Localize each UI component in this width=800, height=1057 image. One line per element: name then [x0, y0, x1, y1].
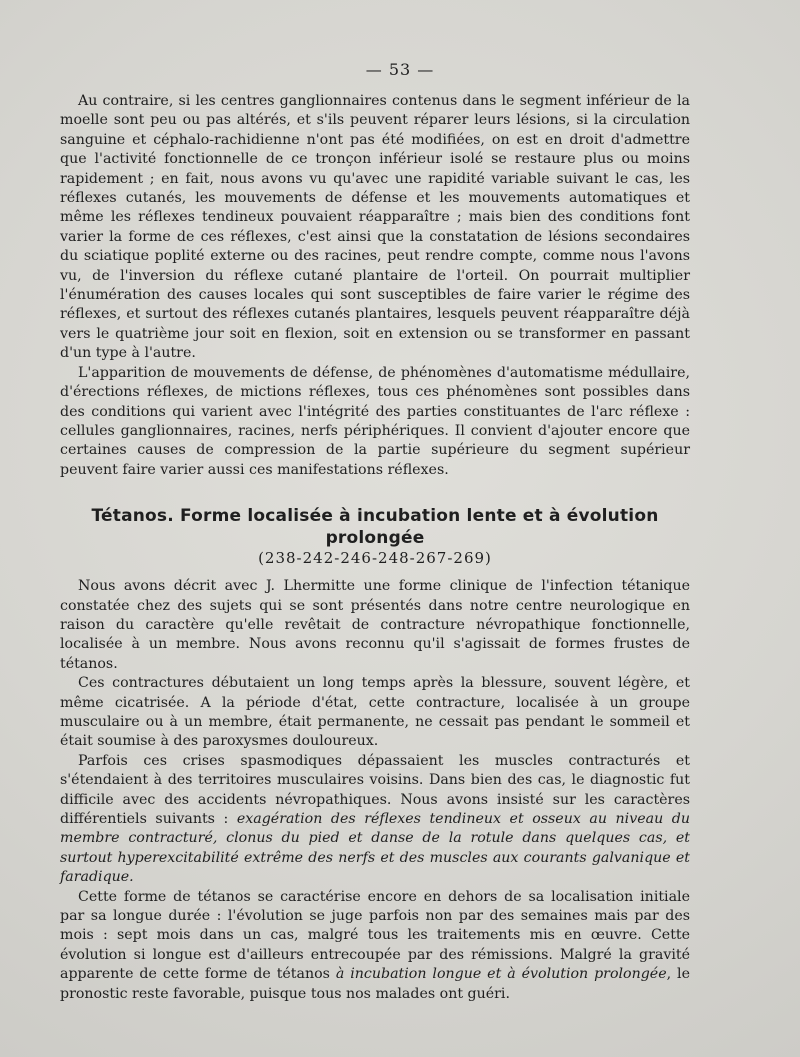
body-paragraph: Nous avons décrit avec J. Lhermitte une forme clinique de l'infection tétanique constatée chez des sujets qui se sont présentés dans notre centre neurologique en raison du caractère qu'elle revêtait de contracture névropathique fonctionnelle, localisée à un membre. Nous avons reconnu qu'il s'agissait de formes frustes de tétanos.	[60, 578, 690, 672]
section-title: Tétanos. Forme localisée à incubation lente et à évolution prolongée	[91, 506, 659, 549]
italic-text: exagération des réflexes tendineux et osseux au niveau du membre contracturé, clonus du pied et danse de la rotule dans quelques cas, et surtout hyperexcitabilité extrême des nerfs et des muscles aux courants galvanique et faradique.	[60, 811, 690, 886]
paragraph-text: Parfois ces crises spasmodiques dépassaient les muscles contracturés et s'étendaient à des territoires musculaires voisins. Dans bien des cas, le diagnostic fut difficile avec des accidents névropathiques. Nous avons insisté sur les caractères différentiels suivants :	[60, 752, 690, 827]
body-paragraph: Ces contractures débutaient un long temps après la blessure, souvent légère, et même cicatrisée. A la période d'état, cette contracture, localisée à un groupe musculaire ou à un membre, était permanente, ne cessait pas pendant le sommeil et était soumise à des paroxysmes douloureux.	[60, 675, 690, 750]
body-paragraph: Au contraire, si les centres ganglionnaires contenus dans le segment inférieur de la moelle sont peu ou pas altérés, et s'ils peuvent réparer leurs lésions, si la circulation sanguine et céphalo-rachidienne n'ont pas été modifiées, on est en droit d'admettre que l'activité fonctionnelle de ce tronçon inférieur isolé se restaure plus ou moins rapidement ; en fait, nous avons vu qu'avec une rapidité variable suivant le cas, les réflexes cutanés, les mouvements de défense et les mouvements automatiques et même les réflexes tendineux pouvaient réapparaître ; mais bien des conditions font varier la forme de ces réflexes, c'est ainsi que la constatation de lésions secondaires du sciatique poplité externe ou des racines, peut rendre compte, comme nous l'avons vu, de l'inversion du réflexe cutané plantaire de l'orteil. On pourrait multiplier l'énumération des causes locales qui sont susceptibles de faire varier le régime des réflexes, et surtout des réflexes cutanés plantaires, lesquels peuvent réapparaître déjà vers le quatrième jour soit en flexion, soit en extension ou se transformer en passant d'un type à l'autre.	[60, 93, 690, 362]
page-content	[60, 92, 690, 1004]
section-spacer	[60, 480, 690, 505]
section-references: (238-242-246-248-267-269)	[258, 549, 492, 568]
page-number: — 53 —	[365, 60, 435, 79]
body-paragraph	[60, 888, 690, 1004]
paragraph-text: Cette forme de tétanos se caractérise encore en dehors de sa localisation initiale par sa longue durée : l'évolution se juge parfois non par des semaines mais par des mois : sept mois dans un cas, malgré tous les traitements mis en œuvre. Cette évolution si longue est d'ailleurs entrecoupée par des rémissions. Malgré la gravité apparente de cette forme de tétanos	[60, 888, 690, 983]
body-paragraph: L'apparition de mouvements de défense, de phénomènes d'automatisme médullaire, d'érections réflexes, de mictions réflexes, tous ces phénomènes sont possibles dans des conditions qui varient avec l'intégrité des parties constituantes de l'arc réflexe : cellules ganglionnaires, racines, nerfs périphériques. Il convient d'ajouter encore que certaines causes de compression de la partie supérieure du segment supérieur peuvent faire varier aussi ces manifestations réflexes.	[60, 364, 690, 478]
italic-text: à incubation longue et à évolution prolongée	[335, 966, 667, 983]
paragraph-text: , le pronostic reste favorable, puisque tous nos malades ont guéri.	[60, 966, 690, 1002]
body-paragraph	[60, 752, 690, 888]
